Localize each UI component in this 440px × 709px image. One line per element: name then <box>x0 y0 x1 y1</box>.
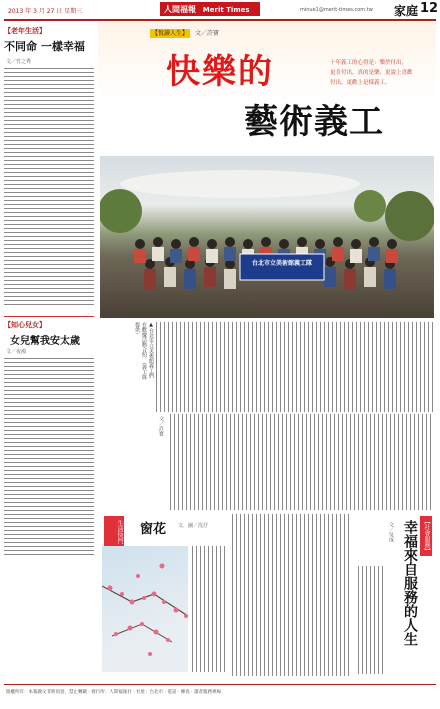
child-tag: 【知心兒女】 <box>4 321 46 329</box>
column-title: 幸福來自服務的人生 <box>402 520 418 646</box>
elder-article-body <box>4 68 94 308</box>
feature-deck <box>330 58 434 88</box>
group-photo <box>100 156 434 318</box>
header-url: minue1@merit-times.com.tw <box>300 7 373 13</box>
feature-title-b: 藝術義工 <box>244 102 384 142</box>
child-article-body <box>4 358 94 558</box>
feature-title-a: 快樂的 <box>166 52 274 92</box>
flower-text <box>192 546 226 672</box>
issue-date: 2013 年 3 月 27 日 星期三 <box>8 8 83 15</box>
page-header <box>0 0 440 20</box>
child-article-title: 女兒幫我安太歲 <box>10 336 80 347</box>
life-snapshot-box <box>100 512 228 680</box>
section-name: 家庭 <box>394 4 419 18</box>
page-number: 12 <box>420 1 439 16</box>
deck-line-2: 更肯付出，真的是樂、更說上喜歡 <box>330 70 413 76</box>
footer-text: 版權所有：本報圖文非經同意，禁止轉載 · 發行所：人間福報社 · 社址：台北市 · 電話 · 傳真 · 讀者服務專線 <box>6 690 221 695</box>
column-tag: 【社會服務】 <box>420 516 432 556</box>
logo-cn: 人間福報 <box>164 4 196 14</box>
left-divider <box>4 316 94 317</box>
social-service-column <box>356 512 436 680</box>
header-rule <box>4 19 436 21</box>
column-author: 文／吳成 <box>388 522 394 542</box>
deck-line-1: 十年義工的心得是：樂於付出， <box>330 60 408 66</box>
feature-header <box>98 22 436 158</box>
left-column <box>4 24 96 674</box>
group-banner-text: 台北市立美術館義工隊 <box>251 260 312 267</box>
flower-credit: 文．圖／沈仔 <box>178 523 209 529</box>
column-body <box>358 566 386 674</box>
flower-photo <box>102 546 188 672</box>
elder-article-title: 不同命 一樣幸福 <box>4 40 85 53</box>
footer-rule <box>4 684 436 685</box>
photo-caption: ▲台北市立美術館義工們在歡慶活動合照。（義工隊提供） <box>134 322 154 380</box>
logo-en: Merit Times <box>202 6 250 14</box>
elder-author: 文／竹之秀 <box>6 59 32 65</box>
flower-title: 窗花 <box>140 522 167 537</box>
kicker-author: 文／許寶 <box>194 30 219 37</box>
blossom-branch <box>102 546 188 672</box>
feature-body-lower <box>170 414 434 510</box>
elder-life-tag: 【老年生活】 <box>4 27 46 35</box>
masthead-logo <box>160 2 260 16</box>
bottom-middle-text <box>232 514 352 676</box>
life-tag: 生活快門 <box>104 516 124 548</box>
photo-scene <box>100 156 434 318</box>
kicker-label: 【悅讀人生】 <box>152 30 189 37</box>
feature-kicker <box>150 28 219 37</box>
deck-line-3: 付出，更歡上是樣義工。 <box>330 80 391 86</box>
feature-byline: 文／許寶 <box>158 416 164 436</box>
feature-body-upper <box>156 322 434 412</box>
child-author: 文／夜鴻 <box>6 349 27 355</box>
